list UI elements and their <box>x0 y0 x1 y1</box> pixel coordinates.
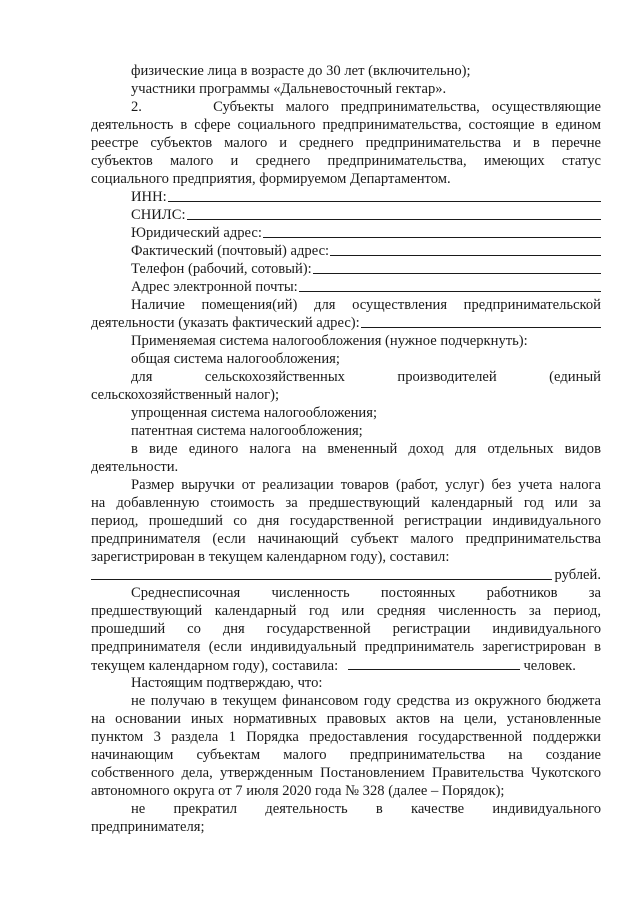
text-line: на добавленную стоимость за предшествующий календарный год или за <box>91 495 601 511</box>
phone-field[interactable] <box>131 260 601 278</box>
employees-field[interactable] <box>91 656 601 674</box>
text-line: предпринимателя (если начинающий субъект малого предпринимательства <box>91 531 601 547</box>
text-line: предпринимателя; <box>91 819 205 835</box>
text-line: на основании иных нормативных правовых актов на цели, установленные <box>91 711 601 727</box>
text-line: автономного округа от 7 июля 2020 года № 328 (далее – Порядок); <box>91 783 505 799</box>
text-line: собственного дела, утвержденным Постановлением Правительства Чукотского <box>91 765 601 781</box>
snils-label: СНИЛС: <box>131 207 186 223</box>
text-line: Среднесписочная численность постоянных работников за <box>131 585 601 601</box>
actual-address-field[interactable] <box>131 242 601 260</box>
tax-option-agricultural[interactable]: для сельскохозяйственных производителей (единый <box>131 369 601 385</box>
text-line: предшествующий календарный год или средняя численность за период, <box>91 603 601 619</box>
tax-option-imputed[interactable]: в виде единого налога на вмененный доход для отдельных видов <box>131 441 601 457</box>
tax-option-general[interactable]: общая система налогообложения; <box>131 351 340 367</box>
employees-blank-line[interactable] <box>348 656 520 670</box>
text-line: период, прошедший со дня государственной регистрации индивидуального <box>91 513 601 529</box>
inn-label: ИНН: <box>131 189 167 205</box>
snils-blank-line[interactable] <box>187 206 602 220</box>
text-line: не прекратил деятельность в качестве индивидуального <box>131 801 601 817</box>
employees-label: текущем календарном году), составила: <box>91 658 339 674</box>
text-line: не получаю в текущем финансовом году средства из окружного бюджета <box>131 693 601 709</box>
inn-blank-line[interactable] <box>168 188 601 202</box>
text-line: зарегистрирован в текущем календарном году), составил: <box>91 549 450 565</box>
text-line: начинающим субъектам малого предпринимательства на создание <box>91 747 601 763</box>
tax-option-patent[interactable]: патентная система налогообложения; <box>131 423 363 439</box>
revenue-field[interactable] <box>91 566 601 584</box>
text-line: реестре субъектов малого и среднего предпринимательства и в перечне <box>91 135 601 151</box>
text-line: деятельность в сфере социального предпринимательства, состоящие в едином <box>91 117 601 133</box>
snils-field[interactable] <box>131 206 601 224</box>
text-line: прошедший со дня государственной регистрации индивидуального <box>91 621 601 637</box>
text-line: субъектов малого и среднего предпринимательства, имеющих статус <box>91 153 601 169</box>
premises-label: деятельности (указать фактический адрес): <box>91 315 360 331</box>
text-line: Применяемая система налогообложения (нужное подчеркнуть): <box>131 333 528 349</box>
section-2-heading: 2. Субъекты малого предпринимательства, осуществляющие <box>131 99 601 115</box>
text-line: деятельности. <box>91 459 179 475</box>
text-line: Наличие помещения(ий) для осуществления предпринимательской <box>131 297 601 313</box>
text-line: Размер выручки от реализации товаров (работ, услуг) без учета налога <box>131 477 601 493</box>
text-line: Настоящим подтверждаю, что: <box>131 675 323 691</box>
text-line: пунктом 3 раздела 1 Порядка предоставления государственной поддержки <box>91 729 601 745</box>
legal-address-blank-line[interactable] <box>263 224 601 238</box>
inn-field[interactable] <box>131 188 601 206</box>
actual-address-label: Фактический (почтовый) адрес: <box>131 243 330 259</box>
revenue-blank-line[interactable] <box>91 566 552 580</box>
email-blank-line[interactable] <box>299 278 601 292</box>
rubles-label: рублей. <box>554 567 601 583</box>
text-line: предпринимателя (если индивидуальный предприниматель зарегистрирован в <box>91 639 601 655</box>
email-label: Адрес электронной почты: <box>131 279 298 295</box>
text-line: социального предприятия, формируемом Департаментом. <box>91 171 451 187</box>
legal-address-label: Юридический адрес: <box>131 225 262 241</box>
phone-label: Телефон (рабочий, сотовый): <box>131 261 312 277</box>
text-line: физические лица в возрасте до 30 лет (включительно); <box>131 63 471 79</box>
tax-option-simplified[interactable]: упрощенная система налогообложения; <box>131 405 377 421</box>
premises-field[interactable] <box>91 314 601 332</box>
persons-label: человек. <box>519 658 576 674</box>
text-line: участники программы «Дальневосточный гектар». <box>131 81 447 97</box>
text-line: сельскохозяйственный налог); <box>91 387 280 403</box>
actual-address-blank-line[interactable] <box>330 242 601 256</box>
legal-address-field[interactable] <box>131 224 601 242</box>
premises-blank-line[interactable] <box>361 314 601 328</box>
phone-blank-line[interactable] <box>313 260 601 274</box>
email-field[interactable] <box>131 278 601 296</box>
